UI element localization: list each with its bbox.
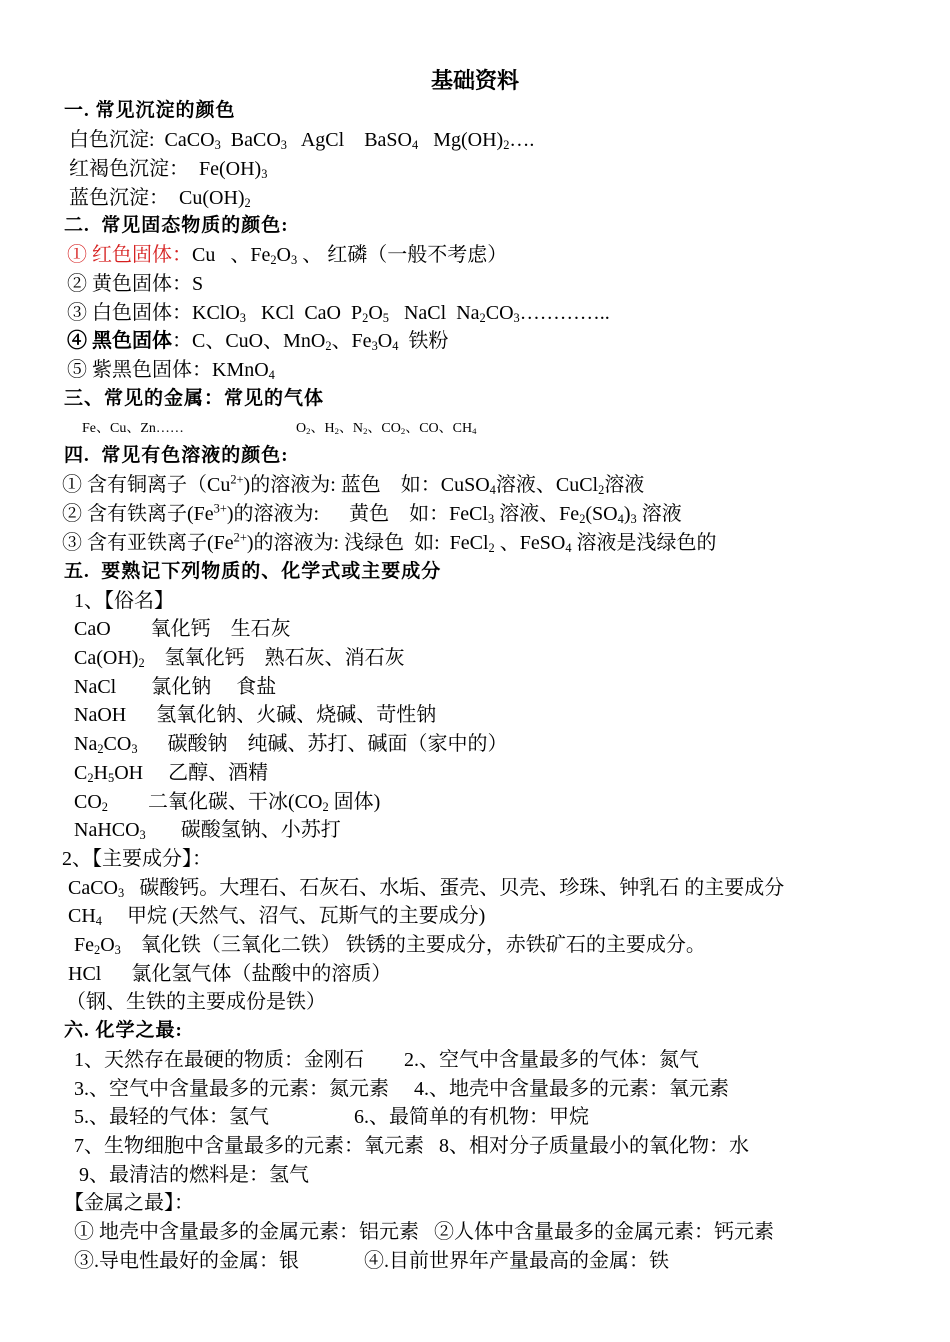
s4-line-2: ② 含有铁离子$(Fe^{3+})$的溶液为: 黄色 如：FeCl$_3$ 溶液、$Fe_2(SO_4)_3$ 溶液 (62, 501, 682, 527)
metal-records-line-1: ① 地壳中含量最多的金属元素：铝元素 ②人体中含量最多的金属元素：钙元素 (74, 1221, 774, 1243)
s5-name-8: NaHCO$_3$ 碳酸氢钠、小苏打 (74, 819, 341, 843)
s3-gases: $O_2$、$H_2$、$N_2$、$CO_2$、CO、$CH_4$ (296, 421, 477, 437)
s2-line-3: ③ 白色固体：KClO$_3$ KCl CaO $P_2O_5$ NaCl $Na_2CO_3\dots\dots\dots\dots$.. (67, 302, 610, 326)
s6-line-5: 9、最清洁的燃料是：氢气 (79, 1164, 309, 1186)
page-title: 基础资料 (430, 68, 519, 93)
s5-main-3: $Fe_2O_3$ 氧化铁（三氧化二铁） 铁锈的主要成分，赤铁矿石的主要成分。 (74, 934, 706, 958)
s1-line-2: 红褐色沉淀： $Fe(OH)_3$ (69, 158, 268, 182)
metal-records-heading: 【金属之最】： (64, 1192, 194, 1214)
s5-subheading-2: 2、【主要成分】： (62, 848, 212, 870)
section-6-heading: 六. 化学之最: (64, 1020, 183, 1041)
s2-line-4 (67, 329, 448, 353)
s2-line-4-label: ④ 黑色固体 (67, 330, 172, 352)
section-5-heading: 五. 要熟记下列物质的、化学式或主要成分 (64, 561, 442, 582)
s6-line-2: 3.、空气中含量最多的元素：氮元素 4.、地壳中含量最多的元素：氧元素 (74, 1078, 729, 1100)
s2-line-4-text: ：C、CuO、MnO$_2$、$Fe_3O_4$ 铁粉 (172, 330, 449, 354)
s2-line-5: ⑤ 紫黑色固体：KMnO$_4$ (67, 359, 275, 383)
s4-line-1: ① 含有铜离子$(Cu^{2+})$的溶液为: 蓝色 如：CuSO$_4$溶液、CuCl$_2$溶液 (62, 472, 645, 498)
s5-name-1: CaO 氧化钙 生石灰 (74, 618, 291, 640)
s6-line-1: 1、天然存在最硬的物质：金刚石 2.、空气中含量最多的气体：氮气 (74, 1049, 699, 1071)
s5-name-4: NaOH 氢氧化钠、火碱、烧碱、苛性钠 (74, 704, 437, 726)
s5-name-7: $CO_2$ 二氧化碳、干冰($CO_2$ 固体) (74, 791, 381, 815)
s1-line-3: 蓝色沉淀： $Cu(OH)_2$ (69, 187, 251, 211)
s2-line-2: ② 黄色固体：S (67, 273, 204, 295)
s5-main-4: HCl 氯化氢气体（盐酸中的溶质） (68, 963, 392, 985)
section-3-heading: 三、常见的金属：常见的气体 (64, 388, 325, 409)
s5-name-5: $Na_2CO_3$ 碳酸钠 纯碱、苏打、碱面（家中的） (74, 733, 508, 757)
s5-subheading-1: 1、【俗名】 (74, 590, 174, 612)
s5-name-2: $Ca(OH)_2$ 氢氧化钙 熟石灰、消石灰 (74, 647, 405, 671)
s5-main-1: CaCO$_3$ 碳酸钙。大理石、石灰石、水垢、蛋壳、贝壳、珍珠、钟乳石 的主要成分 (68, 877, 785, 901)
s2-line-1-text: Cu 、$Fe_2O_3$ 、 红磷（一般不考虑） (192, 244, 508, 268)
s5-main-5: （钢、生铁的主要成份是铁） (66, 991, 326, 1013)
section-1-heading: 一. 常见沉淀的颜色 (64, 100, 236, 121)
s2-line-1 (67, 243, 507, 267)
s5-name-6: $C_2H_5OH$ 乙醇、酒精 (74, 762, 269, 786)
s3-metals: Fe、Cu、Zn…… (82, 421, 184, 436)
metal-records-line-2: ③.导电性最好的金属：银 ④.目前世界年产量最高的金属：铁 (74, 1250, 669, 1272)
section-2-heading: 二. 常见固态物质的颜色: (64, 215, 289, 236)
s1-line-1: 白色沉淀: CaCO$_3$ BaCO$_3$ AgCl BaSO$_4$ $Mg(OH)_2\dots$. (69, 129, 535, 153)
s6-line-3: 5.、最轻的气体：氢气 6.、最简单的有机物：甲烷 (74, 1106, 589, 1128)
s5-main-2: $CH_4$ 甲烷 (天然气、沼气、瓦斯气的主要成分) (68, 905, 486, 929)
s6-line-4: 7、生物细胞中含量最多的元素：氧元素 8、相对分子质量最小的氧化物：水 (74, 1135, 749, 1157)
s2-line-1-label: ① 红色固体： (67, 244, 192, 266)
s4-line-3: ③ 含有亚铁离子$(Fe^{2+})$的溶液为: 浅绿色 如: FeCl$_2$ 、FeSO$_4$ 溶液是浅绿色的 (62, 530, 717, 556)
s5-name-3: NaCl 氯化钠 食盐 (74, 676, 277, 698)
section-4-heading: 四. 常见有色溶液的颜色: (64, 445, 289, 466)
